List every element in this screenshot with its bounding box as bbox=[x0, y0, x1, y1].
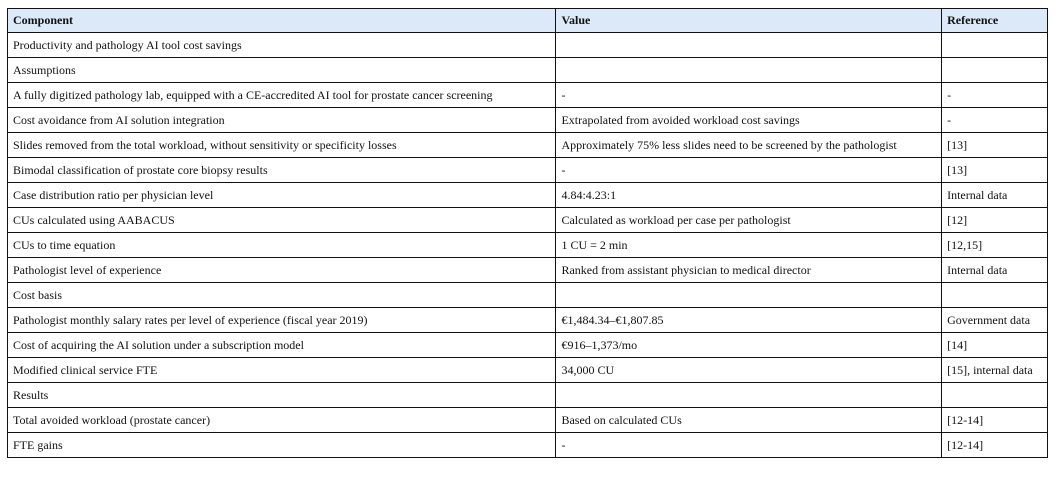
cell-value: - bbox=[556, 158, 942, 183]
table-row bbox=[8, 158, 1048, 183]
table-row bbox=[8, 283, 1048, 308]
cell-component: Productivity and pathology AI tool cost savings bbox=[8, 33, 556, 58]
cell-value bbox=[556, 33, 942, 58]
table-row bbox=[8, 333, 1048, 358]
table-row bbox=[8, 208, 1048, 233]
cell-reference: [12-14] bbox=[942, 408, 1048, 433]
cell-reference: [13] bbox=[942, 133, 1048, 158]
cell-component: Pathologist level of experience bbox=[8, 258, 556, 283]
cell-reference bbox=[942, 33, 1048, 58]
cell-component: Pathologist monthly salary rates per level of experience (fiscal year 2019) bbox=[8, 308, 556, 333]
header-reference: Reference bbox=[942, 9, 1048, 33]
cell-component: CUs to time equation bbox=[8, 233, 556, 258]
cell-reference bbox=[942, 383, 1048, 408]
cell-reference: - bbox=[942, 83, 1048, 108]
cell-reference: - bbox=[942, 108, 1048, 133]
cell-value: Based on calculated CUs bbox=[556, 408, 942, 433]
cell-reference: [13] bbox=[942, 158, 1048, 183]
cell-component: Cost basis bbox=[8, 283, 556, 308]
cell-value: Extrapolated from avoided workload cost savings bbox=[556, 108, 942, 133]
table-row bbox=[8, 358, 1048, 383]
cell-component: Slides removed from the total workload, without sensitivity or specificity losses bbox=[8, 133, 556, 158]
cell-reference bbox=[942, 58, 1048, 83]
cell-component: Modified clinical service FTE bbox=[8, 358, 556, 383]
table-row bbox=[8, 308, 1048, 333]
cell-reference: [12] bbox=[942, 208, 1048, 233]
cell-value bbox=[556, 58, 942, 83]
cell-component: A fully digitized pathology lab, equipped with a CE-accredited AI tool for prostate cancer screening bbox=[8, 83, 556, 108]
table-row bbox=[8, 33, 1048, 58]
cell-value: Approximately 75% less slides need to be screened by the pathologist bbox=[556, 133, 942, 158]
cell-component: Cost avoidance from AI solution integration bbox=[8, 108, 556, 133]
table-row bbox=[8, 383, 1048, 408]
cell-component: Total avoided workload (prostate cancer) bbox=[8, 408, 556, 433]
table-row bbox=[8, 233, 1048, 258]
cell-component: Cost of acquiring the AI solution under a subscription model bbox=[8, 333, 556, 358]
cell-value: €1,484.34–€1,807.85 bbox=[556, 308, 942, 333]
cell-value: Ranked from assistant physician to medical director bbox=[556, 258, 942, 283]
cell-reference: [15], internal data bbox=[942, 358, 1048, 383]
header-component: Component bbox=[8, 9, 556, 33]
cell-value: €916–1,373/mo bbox=[556, 333, 942, 358]
header-value: Value bbox=[556, 9, 942, 33]
header-row bbox=[8, 9, 1048, 33]
cell-component: CUs calculated using AABACUS bbox=[8, 208, 556, 233]
table-row bbox=[8, 83, 1048, 108]
table-row bbox=[8, 58, 1048, 83]
cell-value bbox=[556, 383, 942, 408]
cell-reference: Internal data bbox=[942, 258, 1048, 283]
cell-reference: [14] bbox=[942, 333, 1048, 358]
table-row bbox=[8, 133, 1048, 158]
cell-value bbox=[556, 283, 942, 308]
cell-reference bbox=[942, 283, 1048, 308]
cell-value: 4.84:4.23:1 bbox=[556, 183, 942, 208]
cell-value: Calculated as workload per case per pathologist bbox=[556, 208, 942, 233]
cell-reference: [12,15] bbox=[942, 233, 1048, 258]
table-row bbox=[8, 408, 1048, 433]
cell-value: - bbox=[556, 433, 942, 458]
table-row bbox=[8, 258, 1048, 283]
cell-reference: [12-14] bbox=[942, 433, 1048, 458]
cell-component: FTE gains bbox=[8, 433, 556, 458]
cell-value: - bbox=[556, 83, 942, 108]
cell-component: Assumptions bbox=[8, 58, 556, 83]
cell-component: Case distribution ratio per physician level bbox=[8, 183, 556, 208]
cost-savings-table bbox=[7, 8, 1048, 458]
cell-component: Bimodal classification of prostate core biopsy results bbox=[8, 158, 556, 183]
cell-value: 34,000 CU bbox=[556, 358, 942, 383]
table-row bbox=[8, 433, 1048, 458]
cell-reference: Internal data bbox=[942, 183, 1048, 208]
table-row bbox=[8, 108, 1048, 133]
cell-component: Results bbox=[8, 383, 556, 408]
table-row bbox=[8, 183, 1048, 208]
cell-reference: Government data bbox=[942, 308, 1048, 333]
cell-value: 1 CU = 2 min bbox=[556, 233, 942, 258]
